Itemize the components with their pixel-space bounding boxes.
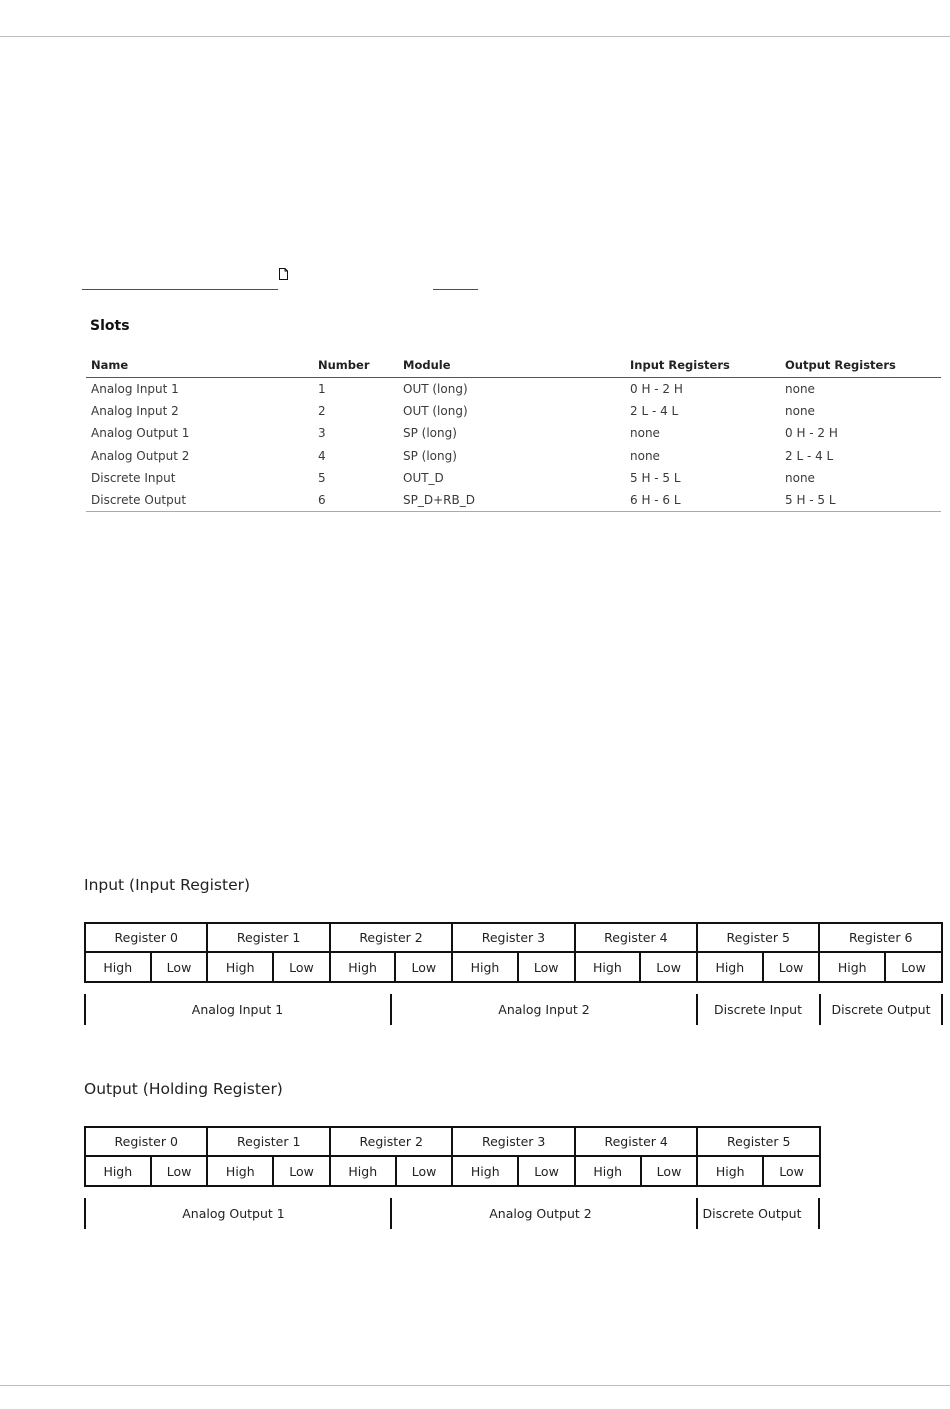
table-cell: 4 xyxy=(318,448,326,463)
register-header: Register 5 xyxy=(697,923,819,952)
register-header: Register 1 xyxy=(207,1127,329,1156)
table-cell: none xyxy=(630,426,660,441)
table-cell: 1 xyxy=(318,382,326,397)
input-register-table xyxy=(84,922,943,983)
group-divider xyxy=(941,994,943,1025)
low-byte-cell: Low xyxy=(640,952,697,982)
table-cell: none xyxy=(630,448,660,463)
slots-table xyxy=(86,352,941,512)
low-byte-cell: Low xyxy=(885,952,942,982)
register-header: Register 5 xyxy=(697,1127,820,1156)
table-cell: 5 xyxy=(318,470,326,485)
group-label: Analog Input 1 xyxy=(191,1002,284,1017)
byte-row xyxy=(85,952,942,982)
register-header: Register 2 xyxy=(330,1127,452,1156)
page-reference-link[interactable] xyxy=(433,289,478,290)
table-row xyxy=(86,422,941,444)
table-row xyxy=(86,400,941,422)
output-register-table xyxy=(84,1126,821,1187)
register-header: Register 4 xyxy=(575,1127,697,1156)
low-byte-cell: Low xyxy=(763,952,820,982)
footer-rule xyxy=(0,1385,950,1386)
slots-title: Slots xyxy=(90,318,130,334)
register-header: Register 1 xyxy=(207,923,329,952)
slots-header-row xyxy=(86,352,941,378)
high-byte-cell: High xyxy=(452,952,518,982)
group-label: Analog Input 2 xyxy=(498,1002,590,1017)
table-cell: 0 H - 2 H xyxy=(630,382,683,397)
low-byte-cell: Low xyxy=(151,1156,208,1186)
table-cell: OUT (long) xyxy=(403,382,468,397)
low-byte-cell: Low xyxy=(151,952,208,982)
table-cell: 6 xyxy=(313,489,398,512)
column-header: Name xyxy=(86,352,313,378)
register-header: Register 4 xyxy=(575,923,697,952)
register-header: Register 6 xyxy=(819,923,942,952)
column-header: Input Registers xyxy=(625,352,780,378)
register-header: Register 0 xyxy=(85,1127,207,1156)
high-byte-cell: High xyxy=(575,952,641,982)
table-cell: 5 H - 5 L xyxy=(630,470,681,485)
group-label: Analog Output 1 xyxy=(182,1206,285,1221)
high-byte-cell: High xyxy=(207,952,273,982)
register-header: Register 2 xyxy=(330,923,452,952)
table-cell: Analog Output 1 xyxy=(91,426,190,441)
table-cell: SP (long) xyxy=(403,448,457,463)
table-cell: 3 xyxy=(318,426,326,441)
register-header: Register 0 xyxy=(85,923,207,952)
low-byte-cell: Low xyxy=(518,1156,575,1186)
table-row xyxy=(86,467,941,489)
table-cell: none xyxy=(785,470,815,485)
low-byte-cell: Low xyxy=(395,952,452,982)
group-label: Analog Output 2 xyxy=(489,1206,592,1221)
register-row xyxy=(85,1127,820,1156)
table-cell: OUT_D xyxy=(403,470,444,485)
group-divider xyxy=(818,1198,820,1229)
table-cell: 6 H - 6 L xyxy=(625,489,780,512)
group-label: Discrete Output xyxy=(831,1002,931,1017)
low-byte-cell: Low xyxy=(273,952,330,982)
high-byte-cell: High xyxy=(697,1156,763,1186)
high-byte-cell: High xyxy=(452,1156,518,1186)
output-section-title: Output (Holding Register) xyxy=(84,1080,283,1098)
table-cell: 2 xyxy=(318,404,326,419)
table-cell: Analog Input 2 xyxy=(91,404,179,419)
table-cell: SP (long) xyxy=(403,426,457,441)
group-label: Discrete Input xyxy=(714,1002,802,1017)
low-byte-cell: Low xyxy=(396,1156,453,1186)
table-cell: Analog Output 2 xyxy=(91,448,190,463)
table-cell: Discrete Input xyxy=(91,470,176,485)
table-cell: none xyxy=(785,404,815,419)
table-row xyxy=(86,378,941,401)
table-row xyxy=(86,489,941,512)
table-cell: OUT (long) xyxy=(403,404,468,419)
group-label: Discrete Output xyxy=(702,1206,802,1221)
table-row xyxy=(86,445,941,467)
high-byte-cell: High xyxy=(85,1156,151,1186)
high-byte-cell: High xyxy=(697,952,763,982)
low-byte-cell: Low xyxy=(518,952,575,982)
document-icon xyxy=(279,268,288,280)
header-rule xyxy=(0,36,950,37)
column-header: Output Registers xyxy=(780,352,941,378)
table-cell: 2 L - 4 L xyxy=(630,404,679,419)
input-section-title: Input (Input Register) xyxy=(84,876,251,894)
table-cell: Analog Input 1 xyxy=(91,382,179,397)
low-byte-cell: Low xyxy=(763,1156,820,1186)
register-header: Register 3 xyxy=(452,923,574,952)
high-byte-cell: High xyxy=(207,1156,273,1186)
output-group-row xyxy=(84,1198,824,1229)
table-cell: none xyxy=(785,382,815,397)
table-cell: Discrete Output xyxy=(86,489,313,512)
register-row xyxy=(85,923,942,952)
high-byte-cell: High xyxy=(330,952,396,982)
table-cell: SP_D+RB_D xyxy=(398,489,625,512)
high-byte-cell: High xyxy=(575,1156,641,1186)
table-cell: 0 H - 2 H xyxy=(785,426,838,441)
table-cell: 2 L - 4 L xyxy=(785,448,834,463)
register-header: Register 3 xyxy=(452,1127,574,1156)
table-cell: 5 H - 5 L xyxy=(780,489,941,512)
column-header: Module xyxy=(398,352,625,378)
input-group-row xyxy=(84,994,944,1025)
column-header: Number xyxy=(313,352,398,378)
low-byte-cell: Low xyxy=(641,1156,698,1186)
high-byte-cell: High xyxy=(85,952,151,982)
high-byte-cell: High xyxy=(330,1156,396,1186)
low-byte-cell: Low xyxy=(273,1156,330,1186)
cross-reference-link[interactable] xyxy=(82,289,278,290)
high-byte-cell: High xyxy=(819,952,885,982)
byte-row xyxy=(85,1156,820,1186)
